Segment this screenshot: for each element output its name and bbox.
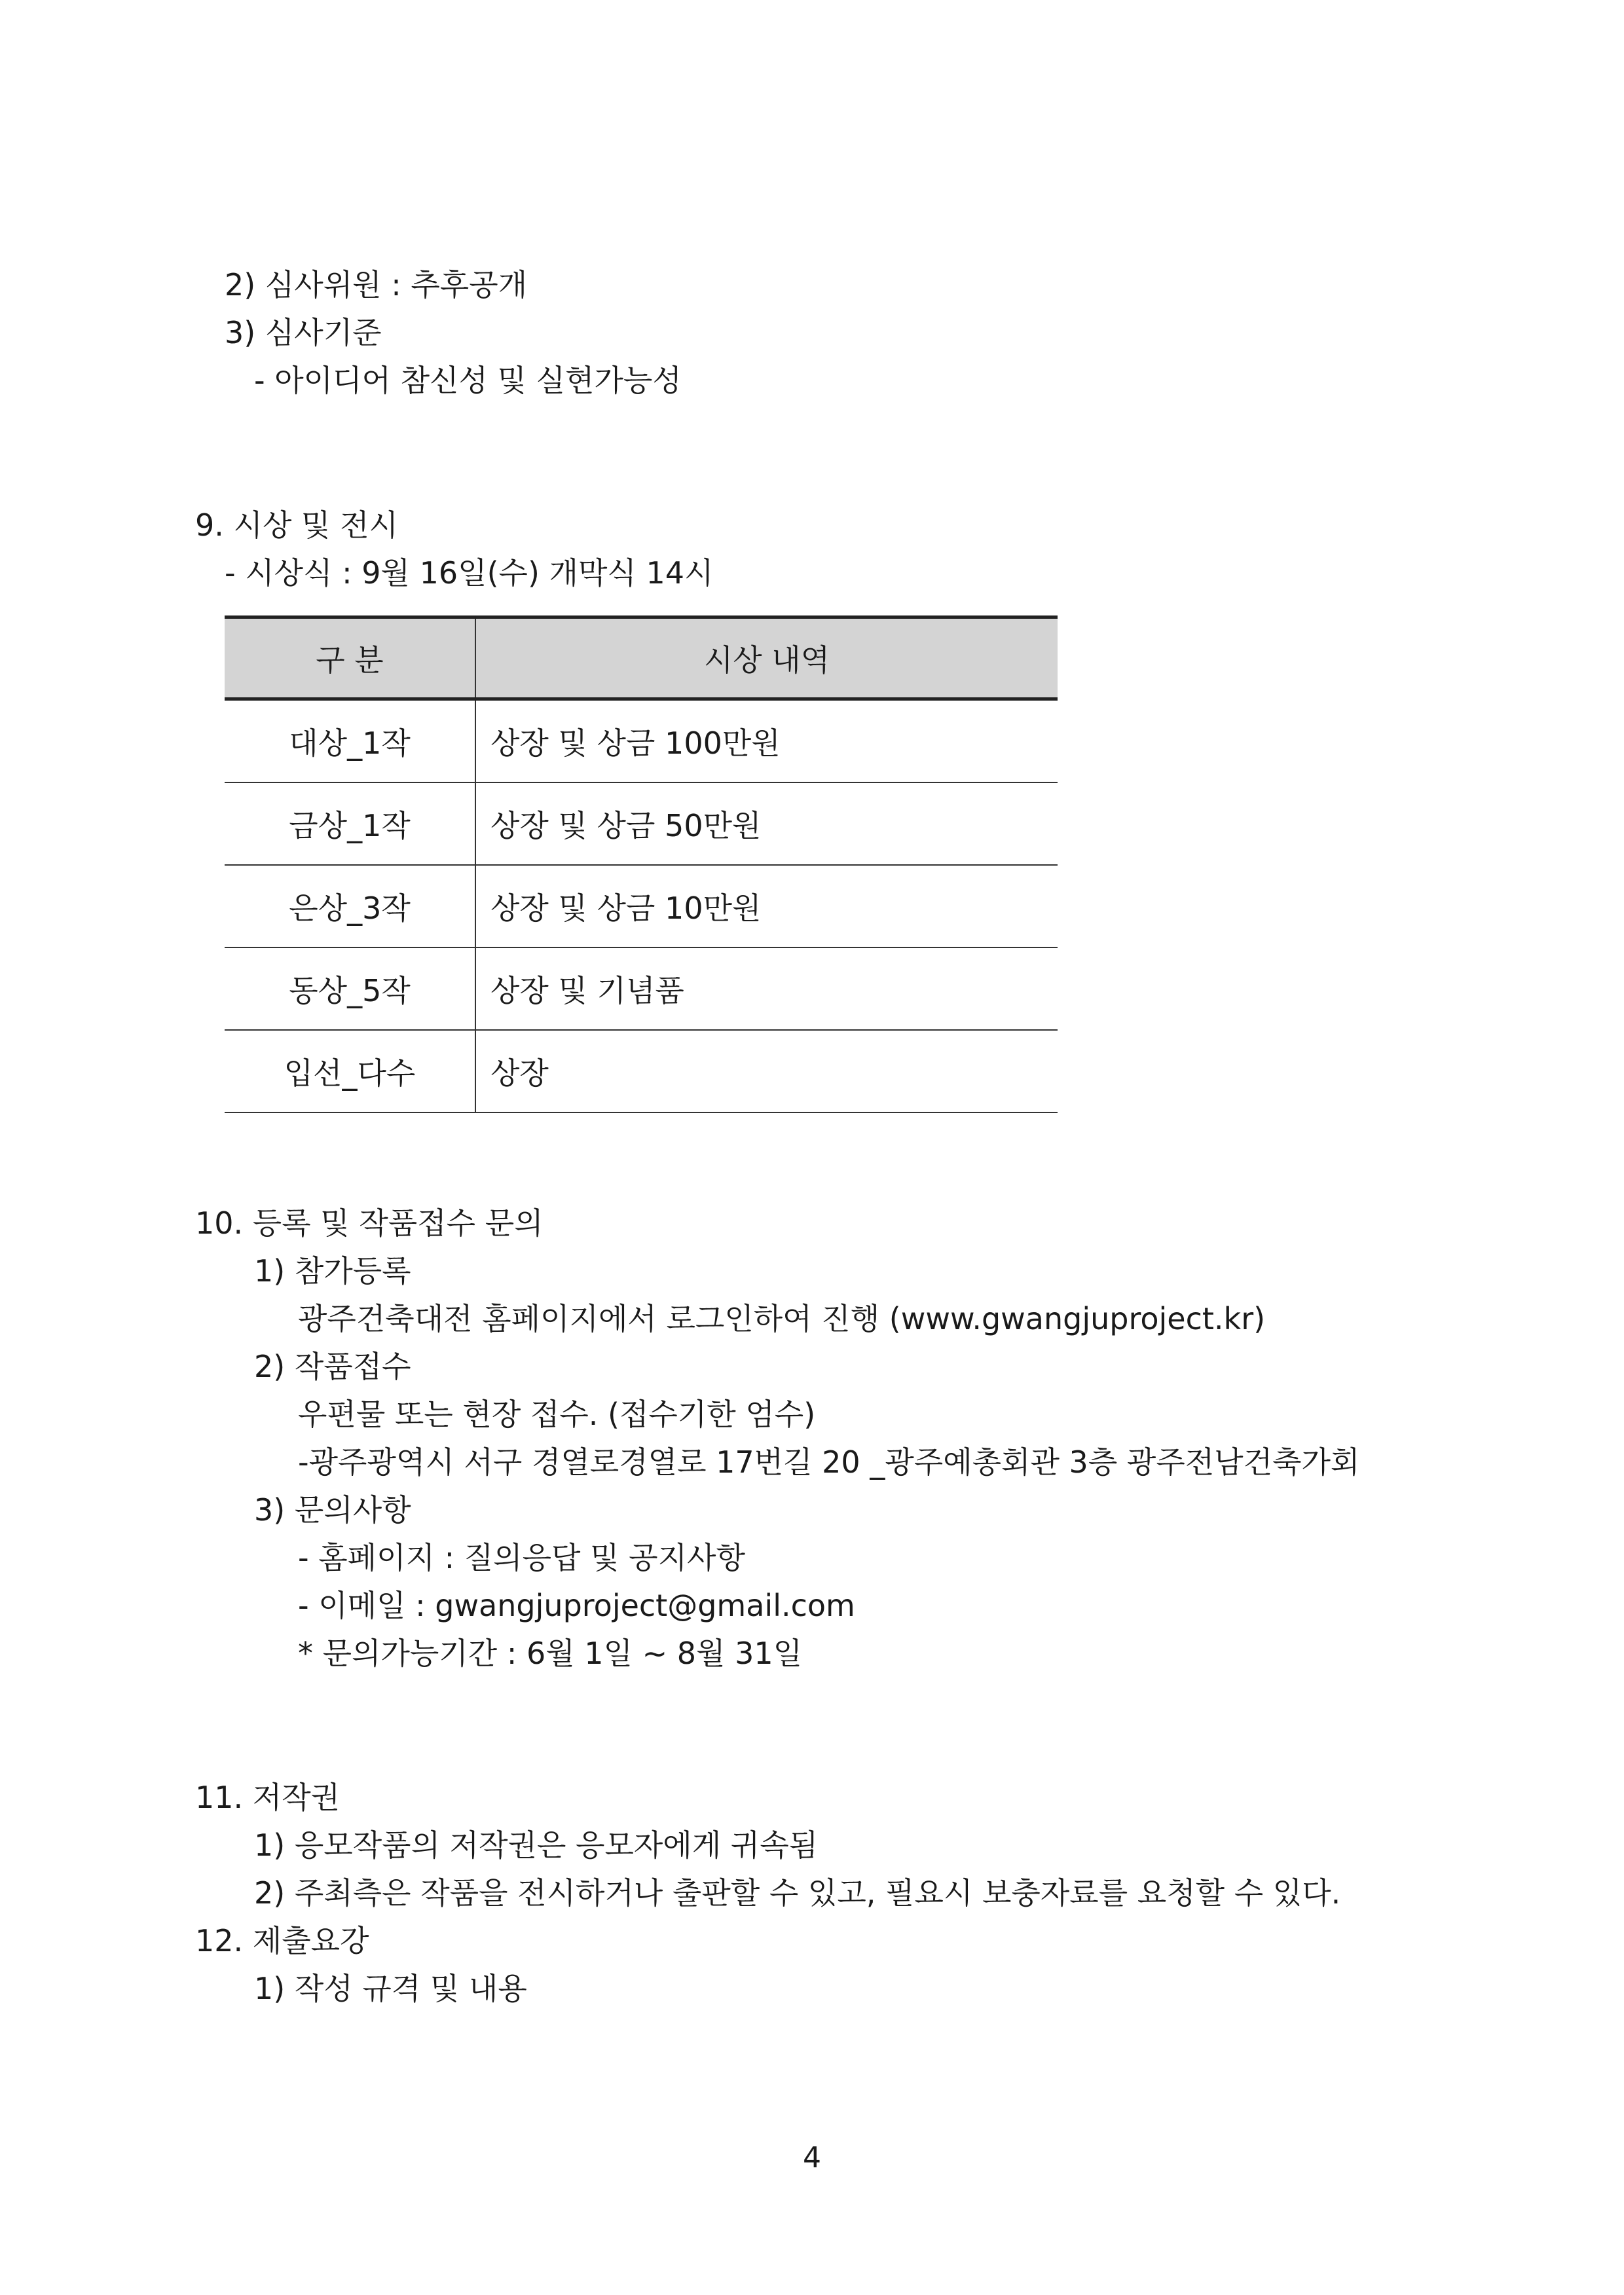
award-category: 금상_1작: [225, 782, 475, 865]
registration-text: 광주건축대전 홈페이지에서 로그인하여 진행 (www.gwangjuproject.kr): [298, 1301, 1266, 1336]
table-row: [225, 1030, 1058, 1112]
header-prize: 시상 내역: [475, 617, 1058, 699]
table-row: [225, 947, 1058, 1030]
award-category: 은상_3작: [225, 865, 475, 947]
ceremony-info: - 시상식 : 9월 16일(수) 개막식 14시: [225, 555, 714, 591]
copyright-item-2: 2) 주최측은 작품을 전시하거나 출판할 수 있고, 필요시 보충자료를 요청할 수 있다.: [254, 1875, 1341, 1911]
award-table: [225, 615, 1058, 1113]
award-prize: 상장 및 상금 100만원: [475, 699, 1058, 783]
inquiry-period: * 문의가능기간 : 6월 1일 ~ 8월 31일: [298, 1636, 803, 1671]
table-row: [225, 865, 1058, 947]
section-9-title: 9. 시상 및 전시: [195, 507, 398, 543]
award-prize: 상장 및 상금 50만원: [475, 782, 1058, 865]
inquiry-homepage: - 홈페이지 : 질의응답 및 공지사항: [298, 1540, 745, 1575]
award-table-header: [225, 617, 1058, 699]
award-prize: 상장 및 상금 10만원: [475, 865, 1058, 947]
inquiry-item: 3) 문의사항: [254, 1492, 411, 1528]
table-row: [225, 699, 1058, 783]
award-category: 입선_다수: [225, 1030, 475, 1112]
copyright-item-1: 1) 응모작품의 저작권은 응모자에게 귀속됨: [254, 1827, 819, 1863]
submission-item: 2) 작품접수: [254, 1349, 411, 1384]
award-prize: 상장 및 기념품: [475, 947, 1058, 1030]
section-10-title: 10. 등록 및 작품접수 문의: [195, 1205, 544, 1241]
submission-text: 우편물 또는 현장 접수. (접수기한 엄수): [298, 1397, 816, 1432]
table-row: [225, 782, 1058, 865]
submission-address: -광주광역시 서구 경열로경열로 17번길 20 _광주예총회관 3층 광주전남건축가회: [298, 1444, 1360, 1480]
section-12-title: 12. 제출요강: [195, 1923, 369, 1958]
judges-item: 2) 심사위원 : 추후공개: [225, 267, 528, 303]
inquiry-email: - 이메일 : gwangjuproject@gmail.com: [298, 1588, 855, 1623]
section-11-title: 11. 저작권: [195, 1780, 341, 1815]
award-category: 대상_1작: [225, 699, 475, 783]
criteria-detail: - 아이디어 참신성 및 실현가능성: [254, 363, 682, 398]
registration-item: 1) 참가등록: [254, 1253, 411, 1289]
submission-format-item: 1) 작성 규격 및 내용: [254, 1971, 527, 2006]
page-number: 4: [803, 2141, 821, 2175]
criteria-item: 3) 심사기준: [225, 315, 382, 350]
award-prize: 상장: [475, 1030, 1058, 1112]
award-category: 동상_5작: [225, 947, 475, 1030]
header-category: 구 분: [225, 617, 475, 699]
